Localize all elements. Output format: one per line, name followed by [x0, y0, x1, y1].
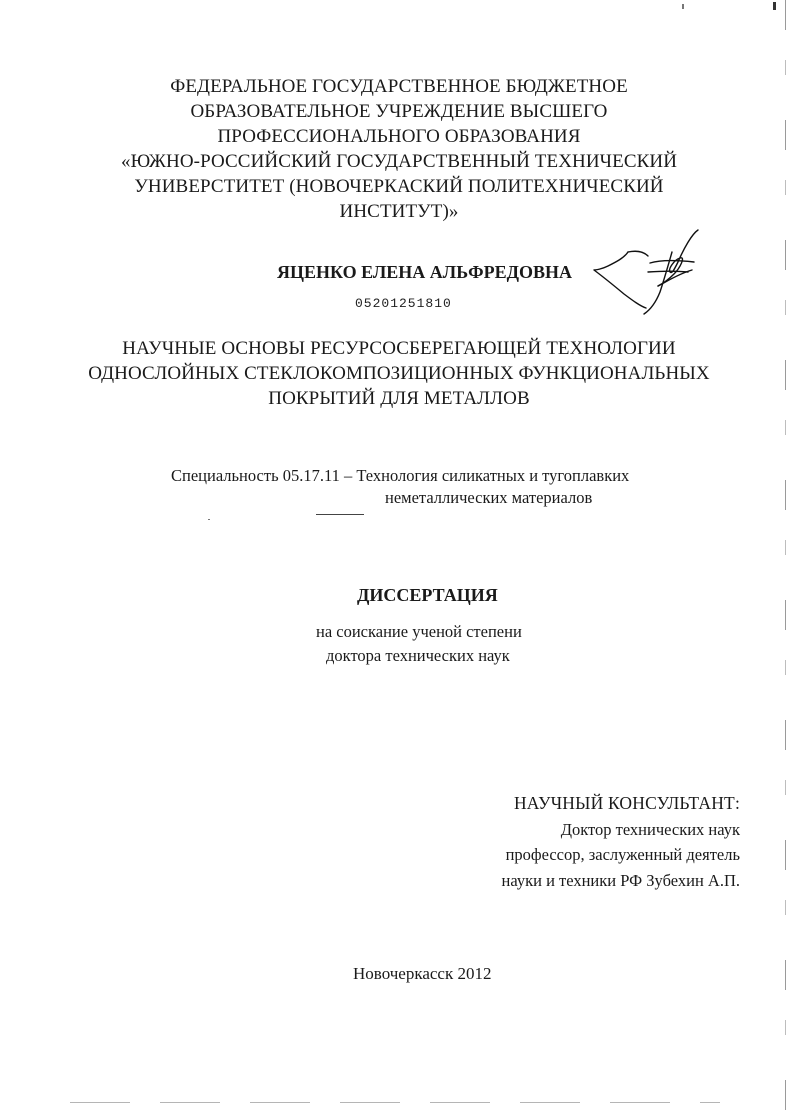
- specialty-line: Специальность 05.17.11 – Технология силикатных и тугоплавких: [171, 466, 630, 485]
- institution-line: УНИВЕРСТИТЕТ (НОВОЧЕРКАСКИЙ ПОЛИТЕХНИЧЕСКИЙ: [134, 176, 664, 197]
- institution-line: «ЮЖНО-РОССИЙСКИЙ ГОСУДАРСТВЕННЫЙ ТЕХНИЧЕСКИЙ: [120, 151, 678, 172]
- scan-artifact: [773, 2, 776, 10]
- dissertation-heading: ДИССЕРТАЦИЯ: [357, 585, 498, 605]
- consultant-line: науки и техники РФ Зубехин А.П.: [501, 870, 740, 890]
- title-line: НАУЧНЫЕ ОСНОВЫ РЕСУРСОСБЕРЕГАЮЩЕЙ ТЕХНОЛОГИИ: [122, 338, 676, 359]
- title-line: ОДНОСЛОЙНЫХ СТЕКЛОКОМПОЗИЦИОННЫХ ФУНКЦИОНАЛЬНЫХ: [88, 363, 710, 384]
- dissertation-title: [0, 336, 798, 411]
- institution-line: ПРОФЕССИОНАЛЬНОГО ОБРАЗОВАНИЯ: [217, 126, 581, 147]
- handwritten-dash: [316, 514, 364, 515]
- consultant-line: профессор, заслуженный деятель: [505, 845, 740, 864]
- institution-line: ИНСТИТУТ)»: [339, 201, 459, 222]
- institution-line: ФЕДЕРАЛЬНОЕ ГОСУДАРСТВЕННОЕ БЮДЖЕТНОЕ: [170, 76, 628, 97]
- institution-line: ОБРАЗОВАТЕЛЬНОЕ УЧРЕЖДЕНИЕ ВЫСШЕГО: [190, 101, 608, 122]
- institution-header: [0, 74, 798, 224]
- consultant-block: [502, 791, 740, 893]
- city-year: Новочеркасск 2012: [353, 964, 492, 983]
- signature-icon: [588, 222, 708, 317]
- specialty-line: неметаллических материалов: [385, 488, 593, 507]
- consultant-heading: НАУЧНЫЙ КОНСУЛЬТАНТ:: [513, 793, 740, 813]
- degree-line: доктора технических наук: [326, 646, 510, 665]
- registration-number: 05201251810: [355, 296, 452, 311]
- author-name: ЯЦЕНКО ЕЛЕНА АЛЬФРЕДОВНА: [277, 262, 572, 282]
- scan-edge-bottom: [70, 1102, 720, 1103]
- consultant-line: Доктор технических наук: [560, 819, 740, 839]
- title-line: ПОКРЫТИЙ ДЛЯ МЕТАЛЛОВ: [268, 388, 530, 409]
- degree-line: на соискание ученой степени: [316, 622, 522, 641]
- scan-artifact: [208, 519, 210, 520]
- scan-artifact: [682, 4, 684, 9]
